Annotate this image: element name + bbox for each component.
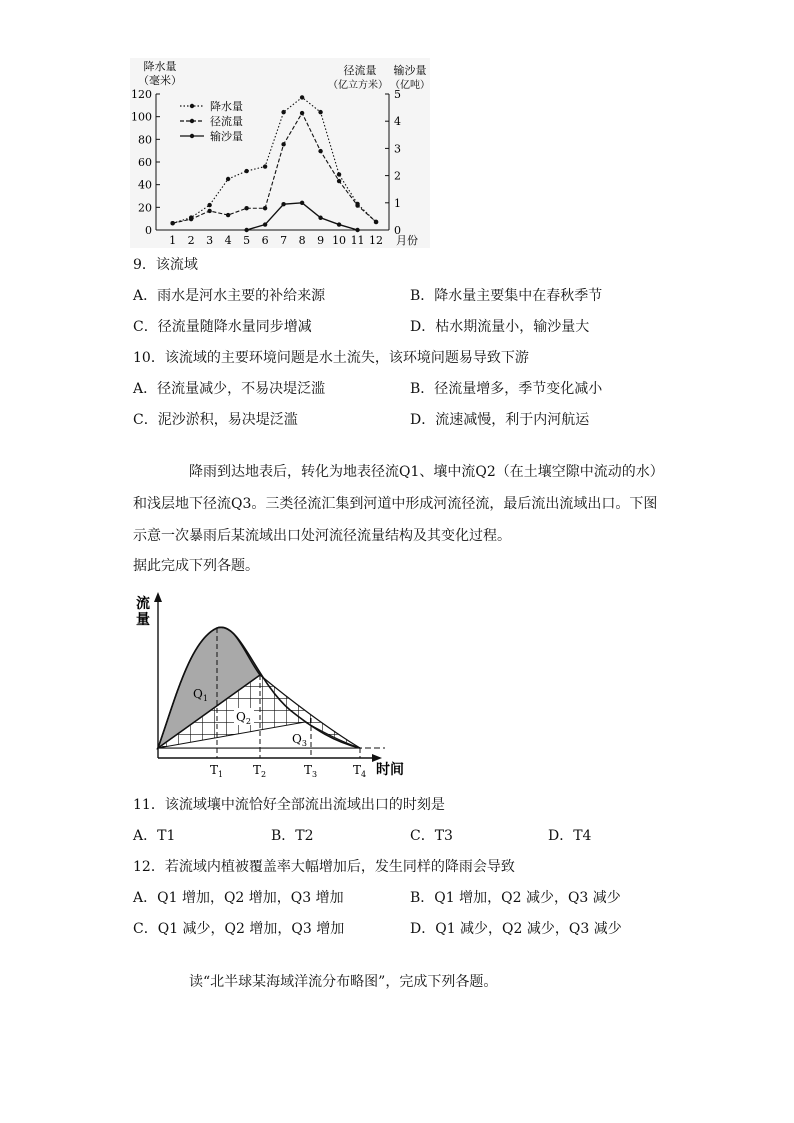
series-point-2: [374, 220, 378, 224]
series-point-3: [281, 202, 285, 206]
y-axis-title-1: 流: [136, 596, 150, 612]
series-point-3: [244, 228, 248, 232]
q3-label: $Q_3$: [292, 732, 307, 748]
x-tick-label: 3: [206, 234, 214, 247]
q9-option-b[interactable]: B．降水量主要集中在春秋季节: [410, 288, 603, 304]
x-tick-label: 8: [298, 234, 306, 247]
left-tick-label: 80: [138, 133, 152, 147]
series-point-1: [281, 110, 285, 114]
x-tick-label: 6: [261, 234, 269, 247]
q11-option-a[interactable]: A．T1: [133, 828, 176, 844]
legend-marker: [190, 119, 194, 123]
left-tick-label: 40: [138, 178, 152, 192]
right-tick-label: 0: [394, 224, 401, 237]
time-label-t2: $T_2$: [253, 763, 267, 779]
series-point-1: [244, 169, 248, 173]
runoff-hydrograph: [130, 590, 410, 780]
q10-stem: 10．该流域的主要环境问题是水土流失，该环境问题易导致下游: [133, 350, 529, 366]
q9-option-d[interactable]: D．枯水期流量小，输沙量大: [410, 319, 590, 335]
intro-paragraph-3: 读“北半球某海域洋流分布略图”，完成下列各题。: [189, 974, 498, 990]
x-axis-arrow: [372, 754, 382, 762]
right-axis-title-2b: （亿吨）: [390, 80, 430, 91]
q9-option-c[interactable]: C．径流量随降水量同步增减: [133, 319, 312, 335]
series-point-2: [281, 142, 285, 146]
series-point-2: [207, 209, 211, 213]
series-point-2: [170, 221, 174, 225]
x-tick-label: 1: [169, 234, 177, 247]
q12-option-d[interactable]: D．Q1 减少，Q2 减少，Q3 减少: [410, 921, 622, 937]
right-tick-label: 1: [394, 196, 401, 210]
left-axis-title-2: （毫米）: [138, 74, 182, 87]
x-axis-title: 时间: [376, 762, 404, 778]
q12-option-c[interactable]: C．Q1 减少，Q2 增加，Q3 增加: [133, 921, 345, 937]
series-point-2: [337, 179, 341, 183]
series-point-2: [226, 213, 230, 217]
right-axis-title-2a: 输沙量: [393, 64, 427, 77]
x-tick-label: 2: [187, 234, 195, 247]
right-tick-label: 4: [394, 115, 401, 129]
q12-option-a[interactable]: A．Q1 增加，Q2 增加，Q3 增加: [133, 890, 344, 906]
right-tick-label: 5: [394, 88, 401, 101]
right-axis-title-1b: （亿立方米）: [328, 80, 388, 91]
q11-stem: 11．该流域壤中流恰好全部流出流域出口的时刻是: [133, 797, 445, 813]
legend-marker: [190, 104, 194, 108]
right-tick-label: 2: [394, 169, 401, 183]
x-tick-label: 10: [332, 234, 347, 247]
x-tick-label: 11: [350, 234, 365, 247]
intro-paragraph-2: 降雨到达地表后，转化为地表径流Q1、壤中流Q2（在土壤空隙中流动的水）和浅层地下径流Q3。三类径流汇集到河道中形成河流径流，最后流出流域出口。下图示意一次暴雨后某流域出口处河流径流量结构及其变化过程。: [133, 464, 658, 544]
series-point-1: [226, 177, 230, 181]
precipitation-runoff-chart: [130, 58, 430, 248]
legend-marker: [190, 134, 194, 138]
left-tick-label: 120: [131, 88, 152, 101]
legend-label: 径流量: [210, 115, 243, 128]
q12-stem: 12．若流域内植被覆盖率大幅增加后，发生同样的降雨会导致: [133, 859, 515, 875]
x-tick-label: 9: [317, 234, 325, 247]
time-label-t1: $T_1$: [210, 763, 224, 779]
x-axis-title: 月份: [396, 234, 418, 247]
q9-option-a[interactable]: A．雨水是河水主要的补给来源: [133, 288, 326, 304]
legend-label: 降水量: [210, 100, 243, 113]
series-point-3: [355, 228, 359, 232]
series-point-2: [318, 149, 322, 153]
left-tick-label: 20: [138, 201, 152, 215]
series-point-2: [189, 217, 193, 221]
q9-stem: 9．该流域: [133, 257, 198, 273]
x-tick-label: 12: [369, 234, 384, 247]
q11-option-b[interactable]: B．T2: [271, 828, 314, 844]
legend-label: 输沙量: [210, 130, 243, 143]
x-tick-label: 5: [243, 234, 251, 247]
left-tick-label: 0: [145, 224, 152, 237]
instruction-2: 据此完成下列各题。: [133, 558, 259, 574]
series-point-1: [300, 95, 304, 99]
x-tick-label: 7: [280, 234, 288, 247]
q10-option-d[interactable]: D．流速减慢，利于内河航运: [410, 412, 590, 428]
left-tick-label: 60: [138, 156, 152, 169]
x-tick-label: 4: [224, 234, 232, 247]
series-point-3: [263, 222, 267, 226]
series-point-3: [300, 201, 304, 205]
q12-option-b[interactable]: B．Q1 增加，Q2 减少，Q3 减少: [410, 890, 621, 906]
series-point-3: [318, 216, 322, 220]
series-point-3: [337, 222, 341, 226]
q10-option-b[interactable]: B．径流量增多，季节变化减小: [410, 381, 603, 397]
series-point-1: [318, 110, 322, 114]
q2-label: $Q_2$: [236, 710, 251, 726]
series-point-2: [355, 203, 359, 207]
series-point-2: [300, 111, 304, 115]
q11-option-c[interactable]: C．T3: [410, 828, 453, 844]
left-tick-label: 100: [131, 110, 152, 124]
time-label-t4: $T_4$: [353, 763, 367, 779]
q10-option-a[interactable]: A．径流量减少，不易决堤泛滥: [133, 381, 326, 397]
series-point-2: [244, 206, 248, 210]
y-axis-title-2: 量: [136, 612, 150, 628]
right-tick-label: 3: [394, 142, 401, 156]
right-axis-title-1a: 径流量: [343, 64, 377, 77]
q1-label: $Q_1$: [193, 687, 208, 703]
series-point-1: [263, 164, 267, 168]
series-point-1: [337, 172, 341, 176]
left-axis-title-1: 降水量: [143, 60, 177, 73]
series-point-1: [207, 203, 211, 207]
series-point-2: [263, 206, 267, 210]
y-axis-arrow: [154, 592, 162, 602]
time-label-t3: $T_3$: [304, 763, 318, 779]
q11-option-d[interactable]: D．T4: [548, 828, 592, 844]
q10-option-c[interactable]: C．泥沙淤积，易决堤泛滥: [133, 412, 298, 428]
